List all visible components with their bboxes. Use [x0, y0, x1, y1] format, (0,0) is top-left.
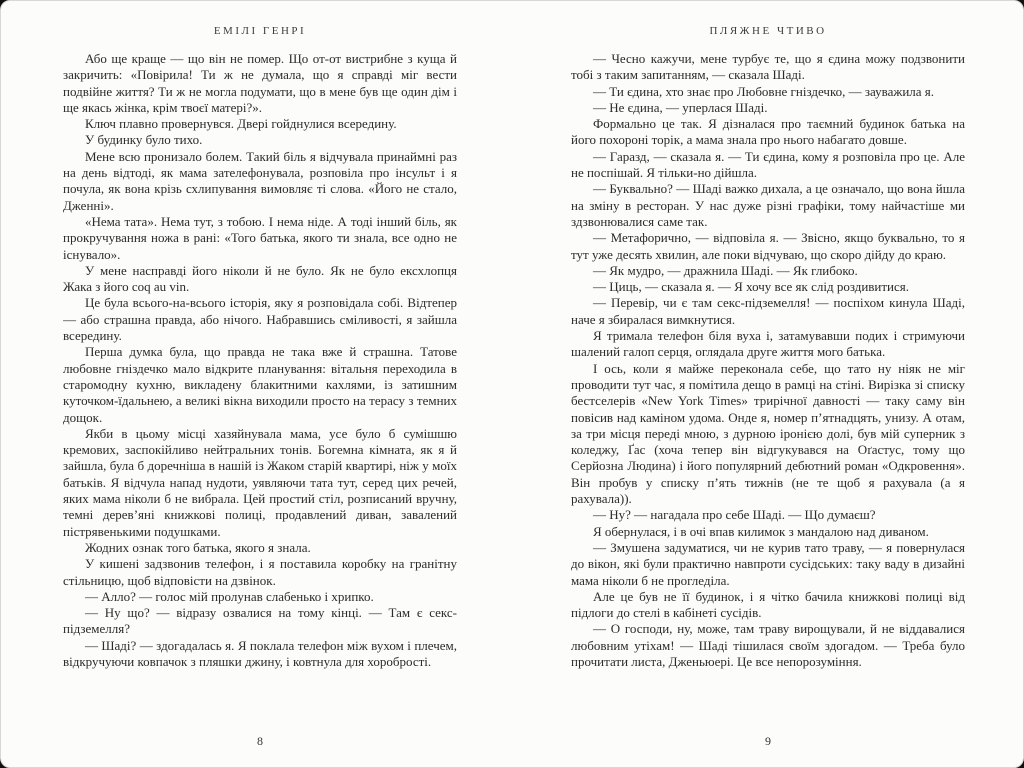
paragraph: У кишені задзвонив телефон, і я поставила коробку на гранітну стільницю, щоб відповісти на дзвінок. [63, 556, 457, 588]
paragraph: Формально це так. Я дізналася про таємний будинок батька на його похороні торік, а мама знала про нього набагато довше. [571, 116, 965, 148]
paragraph: І ось, коли я майже переконала себе, що тато ну ніяк не міг проводити тут час, я помітила дещо в рамці на стіні. Вирізка зі списку бестселерів «New York Times» трирічної давності — таку саму він повісив над каміном удома. Онде я, номер п’ятнадцять, унизу. А отам, за три місця переді мною, з дурною іронією долі, був мій суперник з коледжу, Ґас (хоча тепер він відгукувався на Оґастус, тому що Серйозна Людина) і його популярний дебютний роман «Одкровення». Він пробув у списку п’ять тижнів (не те щоб я рахувала (а я рахувала)). [571, 360, 965, 507]
paragraph: — Чесно кажучи, мене турбує те, що я єдина можу подзвонити тобі з таким запитанням, — сказала Шаді. [571, 51, 965, 83]
paragraph: Перша думка була, що правда не така вже й страшна. Татове любовне гніздечко мало відкрите планування: вітальня переходила в старомодну кухню, викладену блакитними кахлями, із затишним куточком-їдальнею, а великі вікна виходили просто на терасу з темних дощок. [63, 344, 457, 425]
paragraph: — Змушена задуматися, чи не курив тато траву, — я повернулася до вікон, які були практично навпроти сусідських: таку ваду в дизайні мама ніколи б не прогледіла. [571, 539, 965, 588]
paragraph: — Буквально? — Шаді важко дихала, а це означало, що вона йшла на зміну в ресторан. У нас дуже різні графіки, тому найчастіше ми здзвонювалися саме так. [571, 181, 965, 229]
left-page [63, 21, 457, 751]
paragraph: Жодних ознак того батька, якого я знала. [85, 539, 311, 555]
paragraph: — Гаразд, — сказала я. — Ти єдина, кому я розповіла про це. Але не поспішай. Я тільки-но дійшла. [571, 148, 965, 181]
paragraph: Я тримала телефон біля вуха і, затамувавши подих і стримуючи шалений галоп серця, оглядала друге життя мого батька. [571, 328, 965, 360]
paragraph: Або ще краще — що він не помер. Що от-от вистрибне з куща й закричить: «Повірила! Ти ж не думала, що я справді міг вести подвійне життя? Ти ж не могла подумати, що в мене був ще один дім і ще якась жінка, крім твоєї матері?». [63, 51, 457, 115]
paragraph: — Циць, — сказала я. — Я хочу все як слід роздивитися. [593, 279, 910, 295]
right-page-number: 9 [765, 734, 771, 748]
left-page-text [63, 51, 457, 726]
paragraph: Це була всього-на-всього історія, яку я розповідала собі. Відтепер — або страшна правда, або нічого. Набравшись сміливості, я зайшла всередину. [63, 295, 457, 344]
paragraph: «Нема тата». Нема тут, з тобою. І нема ніде. А тоді інший біль, як прокручування ножа в рані: «Того батька, якого ти знала, все одно не існувало». [63, 213, 457, 262]
paragraph: — Як мудро, — дражнила Шаді. — Як глибоко. [593, 262, 858, 278]
paragraph: — Перевір, чи є там секс-підземелля! — поспіхом кинула Шаді, наче я збиралася вимкнутися. [571, 295, 965, 327]
paragraph: У мене насправді його ніколи й не було. Як не було ексхлопця Жака з його coq au vin. [63, 262, 457, 295]
paragraph: — Ти єдина, хто знає про Любовне гніздечко, — зауважила я. [593, 83, 935, 99]
paragraph: — О господи, ну, може, там траву вирощували, й не віддавалися любовним утіхам! — Шаді тішилася своїм здогадом. — Треба було прочитати листа, Дженьюері. Це все непорозуміння. [571, 621, 965, 669]
left-page-number: 8 [257, 734, 263, 748]
running-head-author: ЕМІЛІ ГЕНРІ [213, 25, 307, 37]
paragraph: Але це був не її будинок, і я чітко бачила книжкові полиці від підлоги до стелі в кабінеті сусідів. [571, 588, 965, 621]
paragraph: — Алло? — голос мій пролунав слабенько і хрипко. [85, 588, 374, 604]
book-spread [63, 21, 965, 751]
paragraph: — Ну? — нагадала про себе Шаді. — Що думаєш? [593, 507, 876, 523]
paragraph: Я обернулася, і в очі впав килимок з мандалою над диваном. [593, 523, 929, 539]
running-head-title: ПЛЯЖНЕ ЧТИВО [709, 25, 827, 37]
paragraph: — Ну що? — відразу озвалися на тому кінці. — Там є секс-підземелля? [63, 605, 457, 637]
paragraph: — Метафорично, — відповіла я. — Звісно, якщо буквально, то я тут уже десять хвилин, але поки відчуваю, що скоро дійду до краю. [571, 230, 965, 262]
paragraph: Ключ плавно провернувся. Двері гойднулися всередину. [85, 116, 397, 132]
paragraph: У будинку було тихо. [85, 132, 203, 148]
right-page [571, 21, 965, 751]
right-page-text [571, 51, 965, 726]
paragraph: Якби в цьому місці хазяйнувала мама, усе було б сумішшю кремових, заспокійливо нейтральних тонів. Богемна кімната, як я й зайшла, була б доречніша в нашій із Жаком старій квартирі, ніж у моїх батьків. Я відчула напад нудоти, уявляючи тата тут, серед цих речей, яких мама ніколи б не вибрала. Цей простий стіл, розписаний вручну, темні дерев’яні книжкові полиці, продавлений диван, завалений пістрявенькими подушками. [63, 425, 457, 539]
paragraph: Мене всю пронизало болем. Такий біль я відчувала принаймні раз на день відтоді, як мама зателефонувала, розповіла про інсульт і я почула, як вона крізь схлипування вимовляє ті слова. «Його не стало, Дженні». [63, 148, 457, 213]
paragraph: — Не єдина, — уперлася Шаді. [593, 99, 768, 115]
paragraph: — Шаді? — здогадалась я. Я поклала телефон між вухом і плечем, відкручуючи ковпачок з пляшки джину, і ковтнула для хоробрості. [63, 637, 457, 669]
